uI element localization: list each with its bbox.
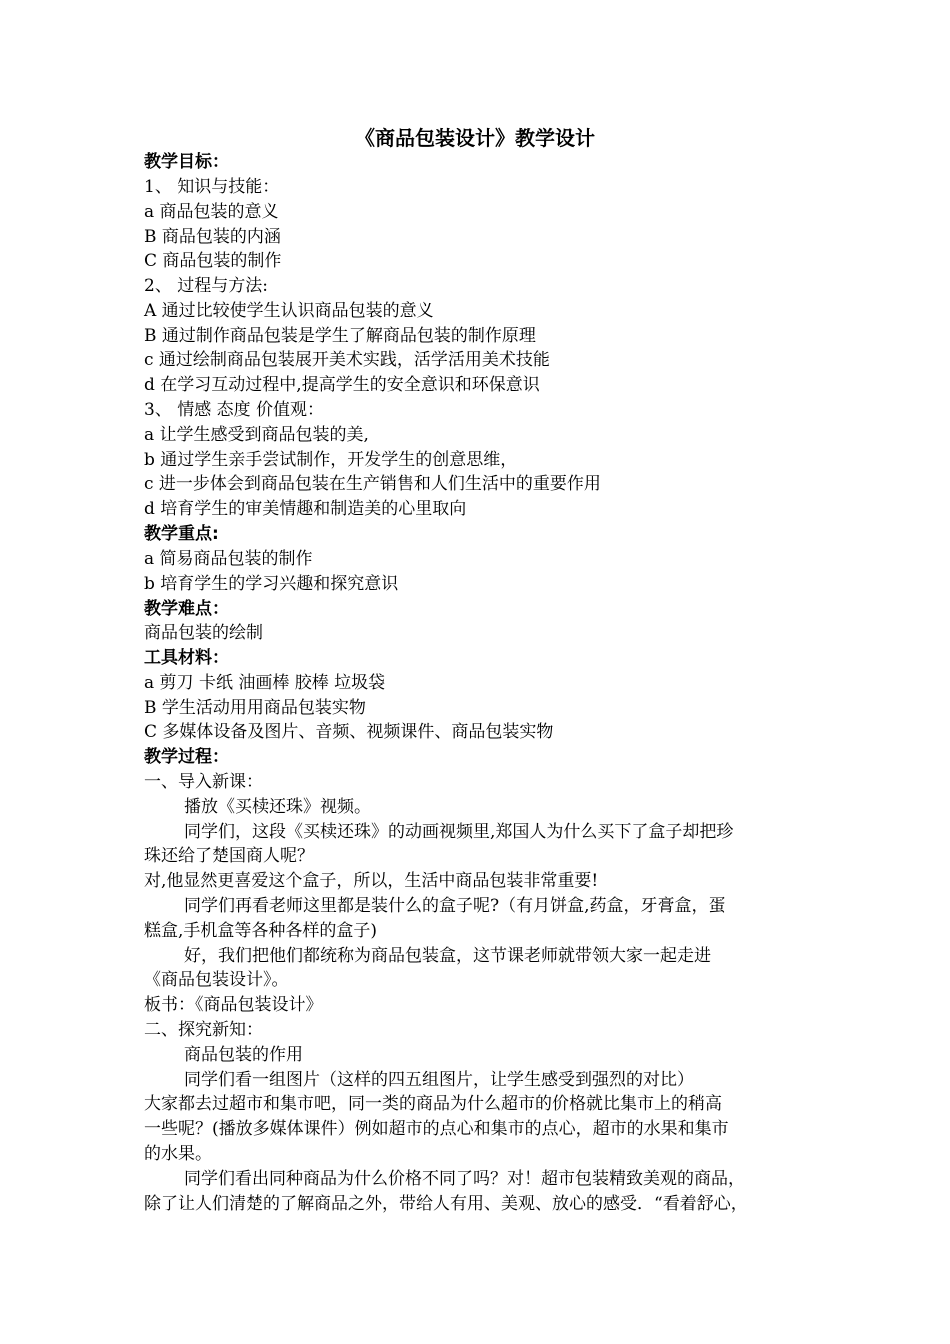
text-line: 同学们看出同种商品为什么价格不同了吗？对！超市包装精致美观的商品，: [184, 1169, 745, 1189]
text-line: 一些呢？(播放多媒体课件）例如超市的点心和集市的点心，超市的水果和集市: [144, 1119, 729, 1139]
text-line: 除了让人们清楚的了解商品之外，带给人有用、美观、放心的感受．“看着舒心，: [144, 1194, 748, 1214]
text-line: 二、探究新知：: [144, 1020, 263, 1040]
heading-key-points: 教学重点:: [144, 524, 219, 544]
heading-objectives: 教学目标：: [144, 152, 229, 172]
text-line: B 通过制作商品包装是学生了解商品包装的制作原理: [144, 326, 536, 346]
text-line: a 让学生感受到商品包装的美,: [144, 425, 369, 445]
text-line: 播放《买椟还珠》视频。: [184, 797, 371, 817]
text-line: 糕盒,手机盒等各种各样的盒子): [144, 921, 378, 941]
text-line: 同学们，这段《买椟还珠》的动画视频里,郑国人为什么买下了盒子却把珍: [184, 822, 734, 842]
text-line: d 在学习互动过程中,提高学生的安全意识和环保意识: [144, 375, 540, 395]
text-line: 板书：《商品包装设计》: [144, 995, 323, 1015]
text-line: 商品包装的绘制: [144, 623, 263, 643]
text-line: C 多媒体设备及图片、音频、视频课件、商品包装实物: [144, 722, 554, 742]
heading-materials: 工具材料：: [144, 648, 229, 668]
text-line: B 学生活动用用商品包装实物: [144, 698, 366, 718]
text-line: 一、导入新课：: [144, 772, 263, 792]
text-line: d 培育学生的审美情趣和制造美的心里取向: [144, 499, 467, 519]
text-line: b 培育学生的学习兴趣和探究意识: [144, 574, 399, 594]
text-line: 同学们再看老师这里都是装什么的盒子呢?（有月饼盒,药盒，牙膏盒，蛋: [184, 896, 726, 916]
heading-difficulties: 教学难点：: [144, 599, 229, 619]
text-line: c 进一步体会到商品包装在生产销售和人们生活中的重要作用: [144, 474, 601, 494]
text-line: a 简易商品包装的制作: [144, 549, 313, 569]
text-line: 商品包装的作用: [184, 1045, 303, 1065]
text-line: 1、 知识与技能：: [144, 177, 280, 197]
text-line: A 通过比较使学生认识商品包装的意义: [144, 301, 434, 321]
text-line: 好，我们把他们都统称为商品包装盒，这节课老师就带领大家一起走进: [184, 946, 711, 966]
heading-process: 教学过程：: [144, 747, 229, 767]
text-line: 3、 情感 态度 价值观：: [144, 400, 325, 420]
text-line: 对,他显然更喜爱这个盒子，所以，生活中商品包装非常重要!: [144, 871, 599, 891]
text-line: C 商品包装的制作: [144, 251, 282, 271]
text-line: 2、 过程与方法:: [144, 276, 268, 296]
text-line: a 剪刀 卡纸 油画棒 胶棒 垃圾袋: [144, 673, 386, 693]
text-line: 同学们看一组图片（这样的四五组图片，让学生感受到强烈的对比）: [184, 1070, 694, 1090]
text-line: 《商品包装设计》。: [144, 970, 289, 990]
text-line: 大家都去过超市和集市吧，同一类的商品为什么超市的价格就比集市上的稍高: [144, 1094, 722, 1114]
text-line: B 商品包装的内涵: [144, 227, 281, 247]
document-title: 《商品包装设计》教学设计: [355, 126, 595, 150]
text-line: 的水果。: [144, 1144, 212, 1164]
text-line: c 通过绘制商品包装展开美术实践，活学活用美术技能: [144, 350, 550, 370]
text-line: a 商品包装的意义: [144, 202, 279, 222]
text-line: 珠还给了楚国商人呢？: [144, 846, 314, 866]
text-line: b 通过学生亲手尝试制作，开发学生的创意思维，: [144, 450, 518, 470]
